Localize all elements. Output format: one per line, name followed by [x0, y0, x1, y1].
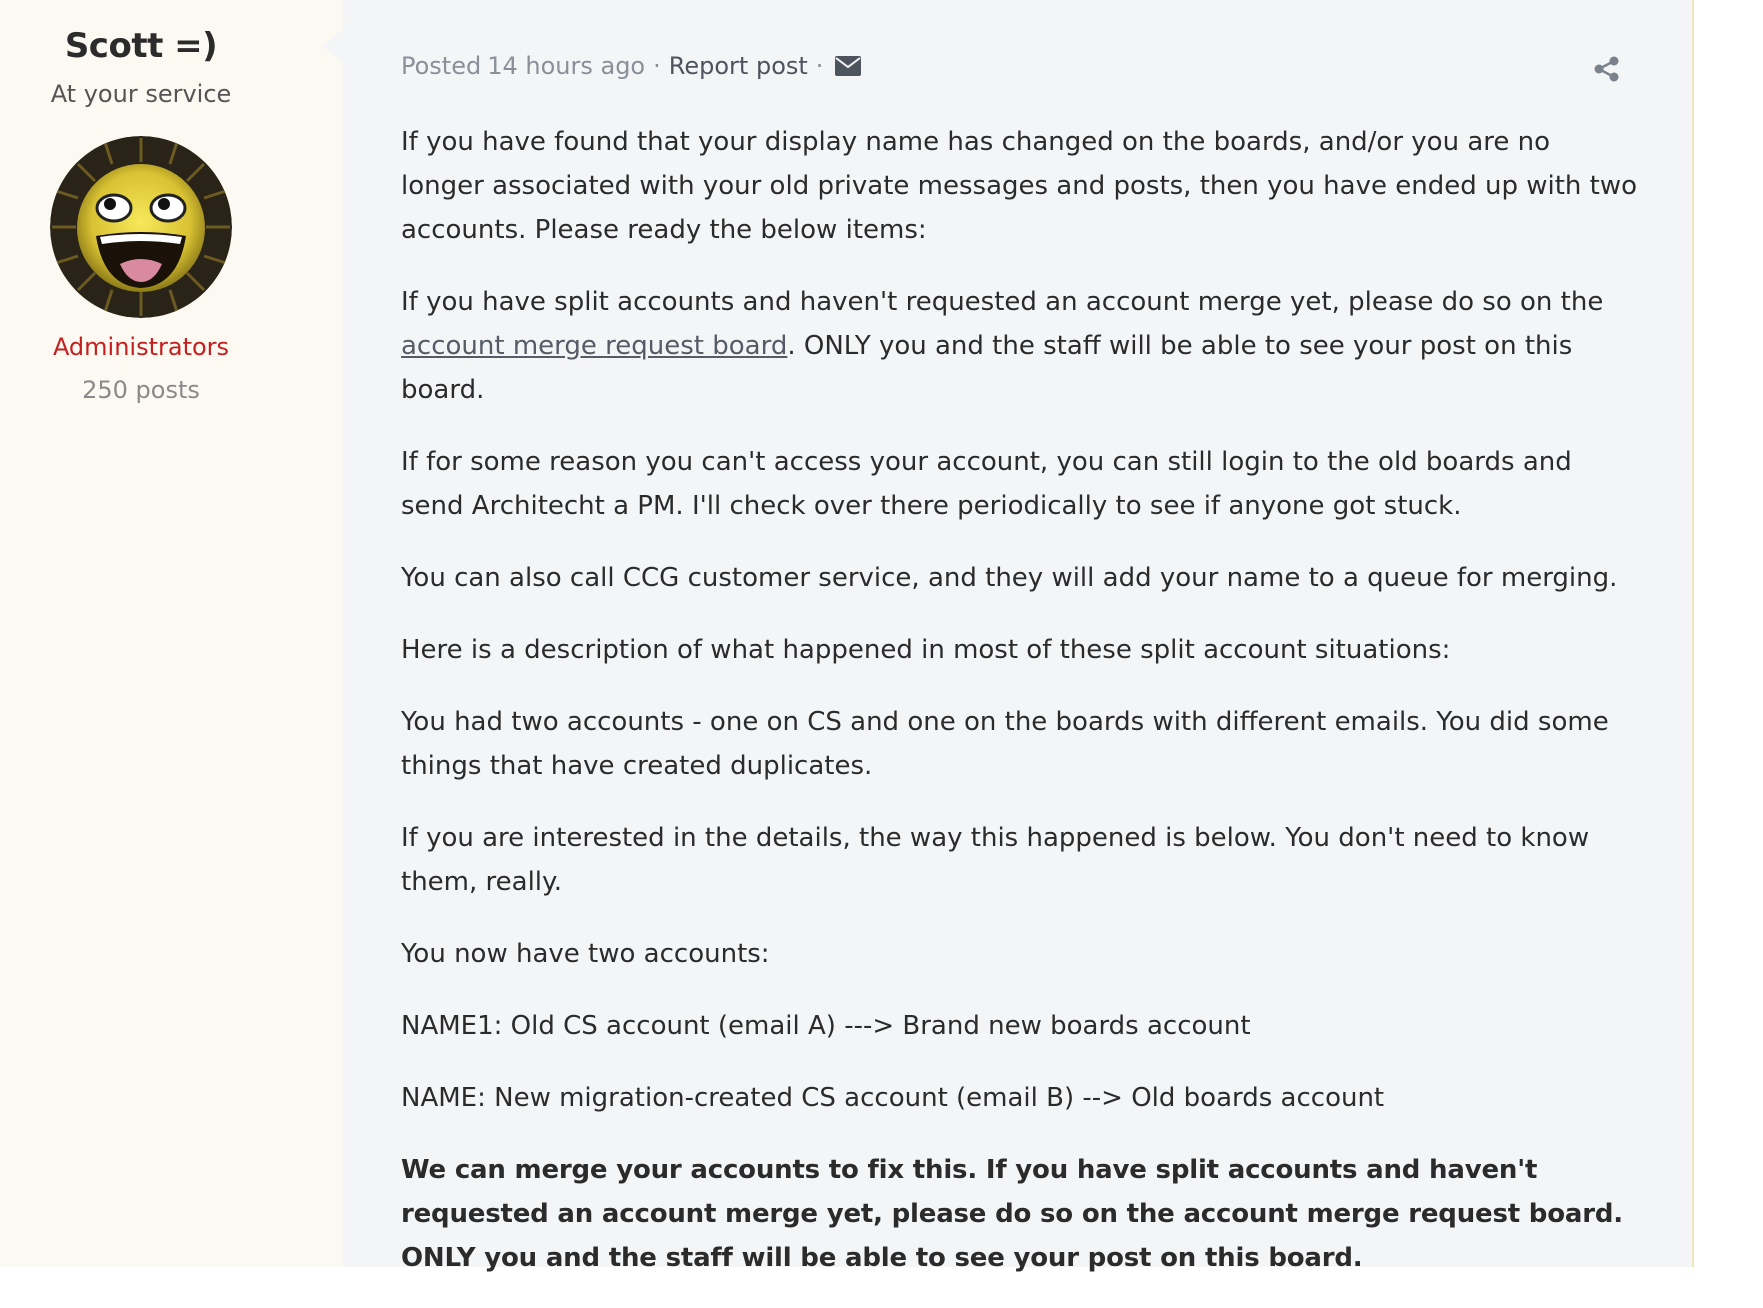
- meta-separator-2: ·: [815, 52, 824, 80]
- paragraph-description: Here is a description of what happened in most of these split account situations:: [401, 635, 1451, 665]
- avatar[interactable]: [50, 136, 232, 318]
- paragraph-intro: If you have found that your display name has changed on the boards, and/or you are no longer associated with your old private messages and posts, then you have ended up with two accounts. Please ready the below items:: [401, 127, 1638, 245]
- meta-separator: ·: [653, 52, 661, 80]
- post-content-area: [343, 0, 1692, 1273]
- paragraph-merge-request: [401, 280, 1641, 412]
- envelope-icon[interactable]: [835, 56, 861, 76]
- author-post-count: 250 posts: [82, 376, 200, 404]
- paragraph-old-boards: If for some reason you can't access your account, you can still login to the old boards and send Architecht a PM. I'll check over there periodically to see if anyone got stuck.: [401, 447, 1572, 521]
- quote-two-accounts: You had two accounts - one on CS and one on the boards with different emails. You did some things that have created duplicates.: [401, 707, 1609, 781]
- post-meta: [401, 52, 861, 80]
- posted-label: Posted: [401, 52, 482, 80]
- account-merge-request-link[interactable]: account merge request board: [401, 331, 788, 361]
- quote-details: If you are interested in the details, the way this happened is below. You don't need to know them, really.: [401, 823, 1590, 897]
- author-panel: [0, 0, 343, 1267]
- author-title: At your service: [50, 80, 232, 108]
- paragraph-customer-service: You can also call CCG customer service, and they will add your name to a queue for merging.: [401, 563, 1618, 593]
- quote-name1: NAME1: Old CS account (email A) ---> Brand new boards account: [401, 1011, 1251, 1041]
- paragraph-merge-text-before: If you have split accounts and haven't requested an account merge yet, please do so on the: [401, 287, 1604, 317]
- report-post-link[interactable]: Report post: [668, 52, 808, 80]
- posted-time[interactable]: 14 hours ago: [487, 52, 646, 80]
- share-icon[interactable]: [1594, 56, 1620, 82]
- paragraph-merge-text-after: . ONLY you and the staff will be able to see your post on this board.: [401, 331, 1573, 405]
- awesome-smiley-avatar-icon: [50, 136, 232, 318]
- author-group[interactable]: Administrators: [52, 333, 230, 361]
- paragraph-merge-bold: We can merge your accounts to fix this. If you have split accounts and haven't requested an account merge yet, please do so on the account merge request board. ONLY you and the staff will be able to see your post on this board.: [401, 1155, 1623, 1273]
- author-name[interactable]: Scott =): [64, 26, 218, 66]
- quote-now-two-accounts: You now have two accounts:: [401, 939, 770, 969]
- quote-name2: NAME: New migration-created CS account (email B) --> Old boards account: [401, 1083, 1385, 1113]
- post-body: [401, 120, 1641, 1308]
